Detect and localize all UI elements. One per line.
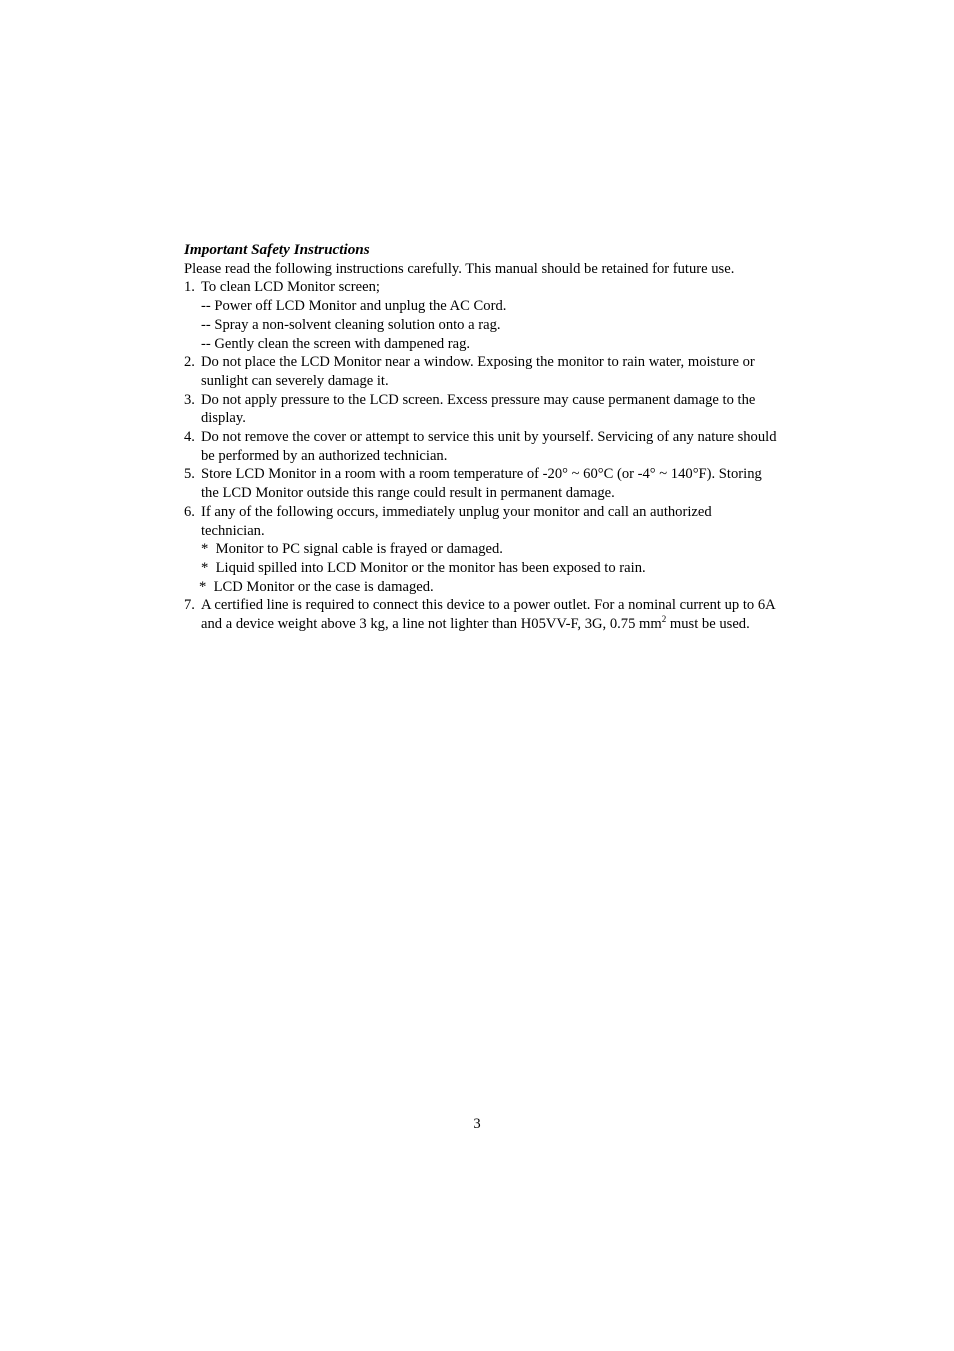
sub-item-text: Power off LCD Monitor and unplug the AC Cord. (214, 298, 507, 315)
item-number: 4. (184, 429, 195, 446)
item-number: 6. (184, 503, 195, 520)
list-item-7 (184, 596, 778, 633)
sub-item-text: LCD Monitor or the case is damaged. (213, 578, 434, 595)
instruction-list (184, 278, 778, 633)
item-text-tail: must be used. (666, 616, 750, 633)
item-text: Do not place the LCD Monitor near a window. Exposing the monitor to rain water, moisture or sunlight can severely damage it. (201, 354, 755, 389)
item-number: 7. (184, 597, 195, 614)
intro-paragraph: Please read the following instructions carefully. This manual should be retained for future use. (184, 260, 735, 277)
list-item-3 (184, 391, 778, 428)
sub-item (201, 335, 778, 354)
item-number: 2. (184, 354, 195, 371)
asterisk-marker: * (199, 578, 207, 595)
dash-marker: -- (201, 335, 211, 352)
item-text: To clean LCD Monitor screen; (201, 279, 380, 296)
sub-list (201, 297, 778, 353)
dash-marker: -- (201, 298, 211, 315)
item-text: Do not apply pressure to the LCD screen. Excess pressure may cause permanent damage to the display. (201, 391, 756, 427)
item-text: A certified line is required to connect this device to a power outlet. For a nominal current up to 6A and a device weight above 3 kg, a line not lighter than H05VV-F, 3G, 0.75 mm (201, 597, 775, 633)
list-item-5 (184, 465, 778, 502)
item-text: If any of the following occurs, immediately unplug your monitor and call an authorized technician. (201, 503, 712, 539)
list-item-6 (184, 503, 778, 597)
list-item-2 (184, 353, 778, 390)
document-body (184, 241, 778, 634)
list-item-4 (184, 428, 778, 465)
sub-item (201, 559, 778, 578)
dash-marker: -- (201, 316, 211, 333)
item-number: 3. (184, 391, 195, 408)
item-text: Do not remove the cover or attempt to service this unit by yourself. Servicing of any nature should be performed by an authorized technician. (201, 429, 777, 464)
sub-item-text: Gently clean the screen with dampened rag. (214, 335, 471, 352)
item-text: Store LCD Monitor in a room with a room temperature of -20° ~ 60°C (or -4° ~ 140°F). Storing the LCD Monitor outside this range could result in permanent damage. (201, 466, 762, 502)
sub-item (201, 540, 778, 559)
superscript: 2 (661, 614, 667, 625)
section-title: Important Safety Instructions (184, 241, 370, 258)
asterisk-marker: * (201, 541, 209, 558)
item-number: 1. (184, 279, 195, 296)
sub-item (201, 316, 778, 335)
list-item-1 (184, 278, 778, 353)
sub-item-text: Liquid spilled into LCD Monitor or the monitor has been exposed to rain. (215, 559, 646, 576)
sub-item (199, 578, 778, 597)
sub-list (201, 540, 778, 596)
item-number: 5. (184, 466, 195, 483)
sub-item-text: Spray a non-solvent cleaning solution onto a rag. (214, 316, 501, 333)
asterisk-marker: * (201, 559, 209, 576)
page-number: 3 (473, 1116, 481, 1132)
sub-item (201, 297, 778, 316)
sub-item-text: Monitor to PC signal cable is frayed or damaged. (215, 541, 503, 558)
